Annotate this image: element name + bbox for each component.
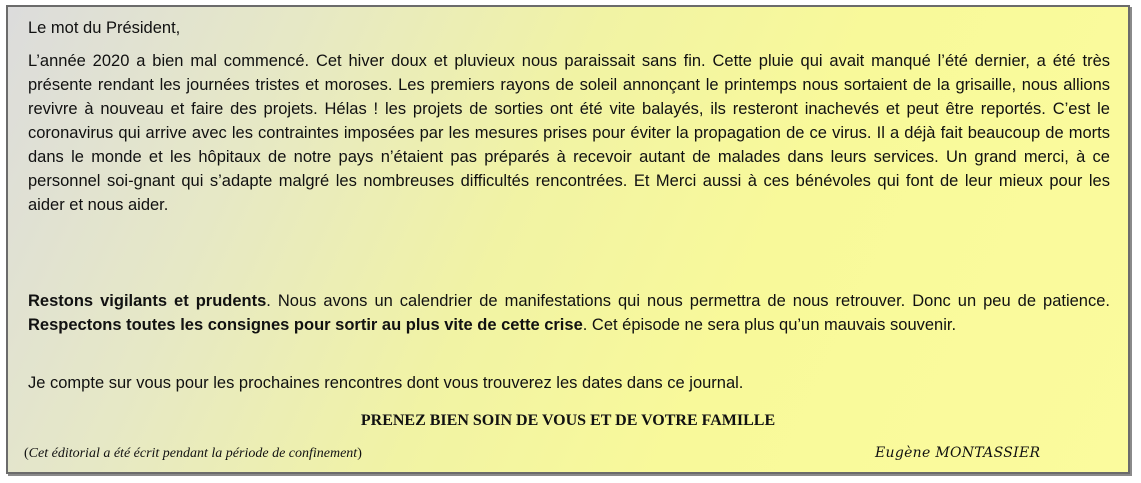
paragraph-intro: L’année 2020 a bien mal commencé. Cet hiver doux et pluvieux nous paraissait sans fin. Cette pluie qui avait manqué l’été dernier, a été très présente rendant les journées tristes et moroses. Les premiers rayons de soleil annonçant le printemps nous sortaient de la grisaille, nous allions revivre à nouveau et faire des projets. Hélas ! les projets de sorties ont été vite balayés, ils resteront inachevés et peut être reportés. C’est le coronavirus qui arrive avec les contraintes imposées par les mesures prises pour éviter la propagation de ce virus. Il a déjà fait beaucoup de morts dans le monde et les hôpitaux de notre pays n’étaient pas préparés à recevoir autant de malades dans leurs services. Un grand merci, à ce personnel soi-gnant qui s’adapte malgré les nombreuses difficultés rencontrées. Et Merci aussi à ces bénévoles qui font de leur mieux pour les aider et nous aider.: [28, 52, 1110, 214]
confinement-note: [24, 445, 362, 463]
greeting: Le mot du Président,: [28, 19, 181, 37]
note-open-paren: (: [24, 446, 29, 461]
emphasis-instructions: Respectons toutes les consignes pour sortir au plus vite de cette crise: [28, 316, 583, 334]
signature: Eugène MONTASSIER: [875, 445, 1041, 461]
emphasis-vigilant: Restons vigilants et prudents: [28, 292, 267, 310]
paragraph-meetings: Je compte sur vous pour les prochaines rencontres dont vous trouverez les dates dans ce journal.: [28, 374, 744, 392]
paragraph-appeal: [28, 289, 1110, 337]
paragraph-appeal-text-2: . Cet épisode ne sera plus qu’un mauvais souvenir.: [582, 316, 957, 334]
closing-message: PRENEZ BIEN SOIN DE VOUS ET DE VOTRE FAMILLE: [360, 412, 776, 429]
note-text: Cet éditorial a été écrit pendant la période de confinement: [28, 446, 358, 461]
editorial-box: [6, 5, 1130, 474]
paragraph-appeal-text-1: . Nous avons un calendrier de manifestations qui nous permettra de nous retrouver. Donc un peu de patience.: [266, 292, 1110, 310]
note-close-paren: ): [357, 446, 362, 461]
